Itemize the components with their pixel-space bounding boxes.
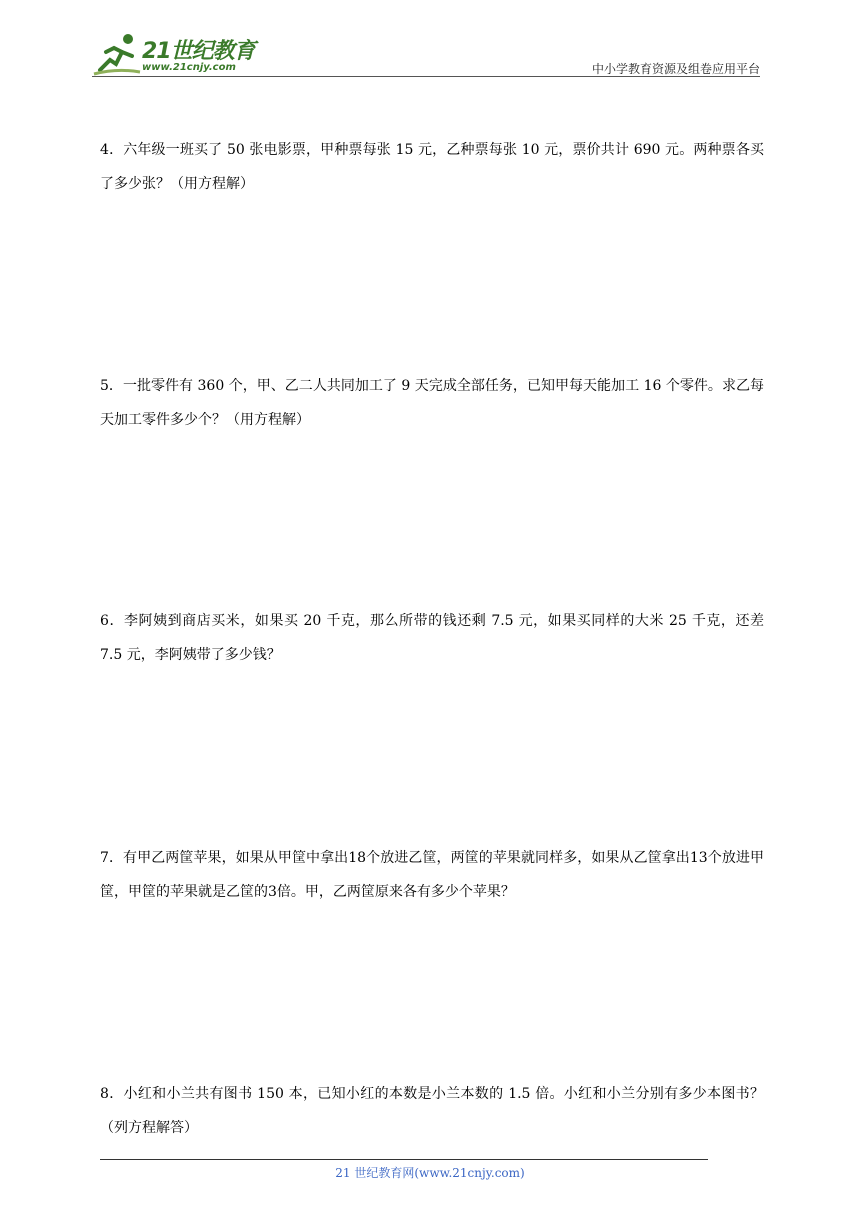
footer-link[interactable]: 21 世纪教育网(www.21cnjy.com): [335, 1166, 525, 1180]
question-7: 7．有甲乙两筐苹果，如果从甲筐中拿出18个放进乙筐，两筐的苹果就同样多，如果从乙筐拿出13个放进甲筐，甲筐的苹果就是乙筐的3倍。甲，乙两筐原来各有多少个苹果？: [100, 850, 764, 900]
footer-divider: [100, 1159, 708, 1160]
logo-text: 21世纪教育: [142, 39, 255, 64]
page-header: [92, 30, 760, 80]
header-divider: [92, 76, 760, 77]
question-6: 6．李阿姨到商店买米，如果买 20 千克，那么所带的钱还剩 7.5 元，如果买同样的大米 25 千克，还差 7.5 元，李阿姨带了多少钱？: [100, 613, 764, 663]
runner-logo-icon: [92, 30, 142, 78]
site-logo: [92, 30, 272, 78]
logo-url: www.21cnjy.com: [142, 62, 236, 73]
question-4: 4．六年级一班买了 50 张电影票，甲种票每张 15 元，乙种票每张 10 元，票价共计 690 元。两种票各买了多少张？（用方程解）: [100, 142, 764, 192]
question-8: 8．小红和小兰共有图书 150 本，已知小红的本数是小兰本数的 1.5 倍。小红和小兰分别有多少本图书？（列方程解答）: [100, 1086, 764, 1136]
site-tagline: 中小学教育资源及组卷应用平台: [591, 62, 760, 76]
question-5: 5．一批零件有 360 个，甲、乙二人共同加工了 9 天完成全部任务，已知甲每天能加工 16 个零件。求乙每天加工零件多少个？（用方程解）: [100, 378, 764, 428]
